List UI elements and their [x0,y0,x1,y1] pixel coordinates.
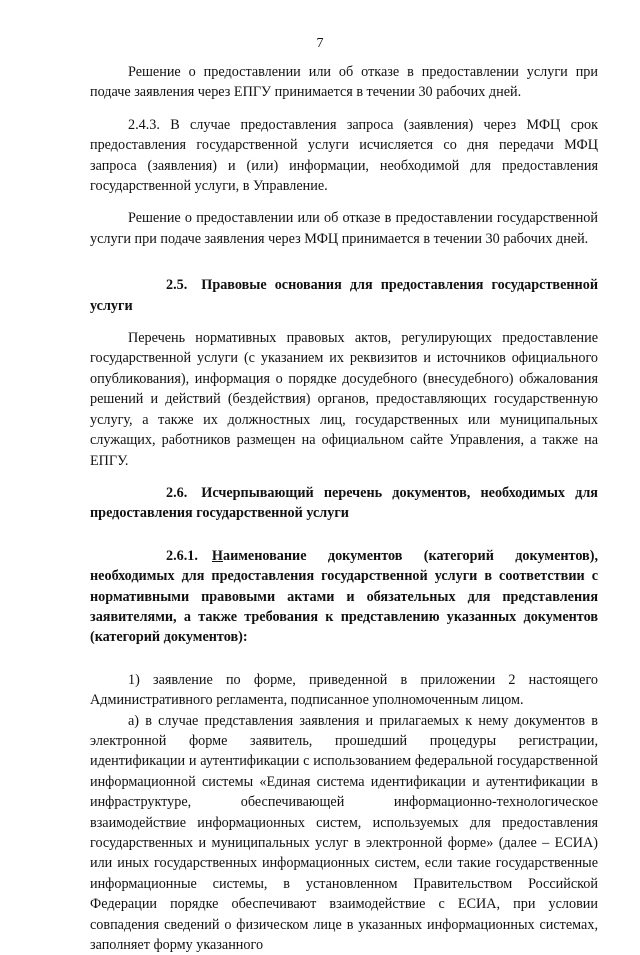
paragraph-legal-acts: Перечень нормативных правовых актов, регулирующих предоставление государственной услуги (с указанием их реквизитов и источников официального опубликования), информация о порядке досудебного (внесудебного) обжалования решений и действий (бездействия) органов, предоставляющих государственную услугу, а также их должностных лиц, государственных или муниципальных служащих, работников размещен на официальном сайте Управления, а также на ЕПГУ. [90,330,598,469]
paragraph-2-4-3: 2.4.3. В случае предоставления запроса (заявления) через МФЦ срок предоставления государственной услуги исчисляется со дня передачи МФЦ запроса (заявления) и (или) информации, необходимой для предоставления государственной услуги, в Управление. [90,116,598,195]
heading-2-6-1-number: 2.6.1. [166,547,198,564]
page-number: 7 [316,36,324,51]
heading-2-5 [90,275,598,316]
paragraph-item-a: а) в случае представления заявления и прилагаемых к нему документов в электронной форме заявитель, прошедший процедуры регистрации, идентификации и аутентификации с использованием федеральной государственной информационной системы «Единая система идентификации и аутентификации в инфраструктуре, обеспечивающей информационно-технологическое взаимодействие информационных систем, используемых для предоставления государственных и муниципальных услуг в электронной форме» (далее – ЕСИА) или иных государственных информационных систем, если такие государственные информационные системы, в установленном Правительством Российской Федерации порядке обеспечивают взаимодействие с ЕСИА, при условии совпадения сведений о физическом лице в указанных информационных системах, заполняет форму указанного [90,712,598,954]
heading-2-6-1-text: аименование документов (категорий документов), необходимых для предоставления государственной услуги в соответствии с нормативными правовыми актами и обязательных для представления заявителями, а также требования к представлению указанных документов (категорий документов): [90,547,598,646]
heading-2-6-1-underlined-letter: Н [211,547,223,564]
paragraph-decision-epgu: Решение о предоставлении или об отказе в предоставлении услуги при подаче заявления через ЕПГУ принимается в течении 30 рабочих дней. [90,64,598,101]
heading-2-6 [90,483,598,524]
paragraph-decision-mfc: Решение о предоставлении или об отказе в предоставлении государственной услуги при подаче заявления через МФЦ принимается в течении 30 рабочих дней. [90,210,598,247]
document-body [90,62,598,955]
heading-2-6-number: 2.6. [166,484,188,501]
heading-2-6-1 [90,546,598,648]
paragraph-item-1: 1) заявление по форме, приведенной в приложении 2 настоящего Административного регламента, подписанное уполномоченным лицом. [90,671,598,709]
heading-2-6-text: Исчерпывающий перечень документов, необходимых для предоставления государственной услуги [90,484,598,522]
heading-2-5-number: 2.5. [166,277,188,294]
heading-2-5-text: Правовые основания для предоставления государственной услуги [90,277,598,314]
